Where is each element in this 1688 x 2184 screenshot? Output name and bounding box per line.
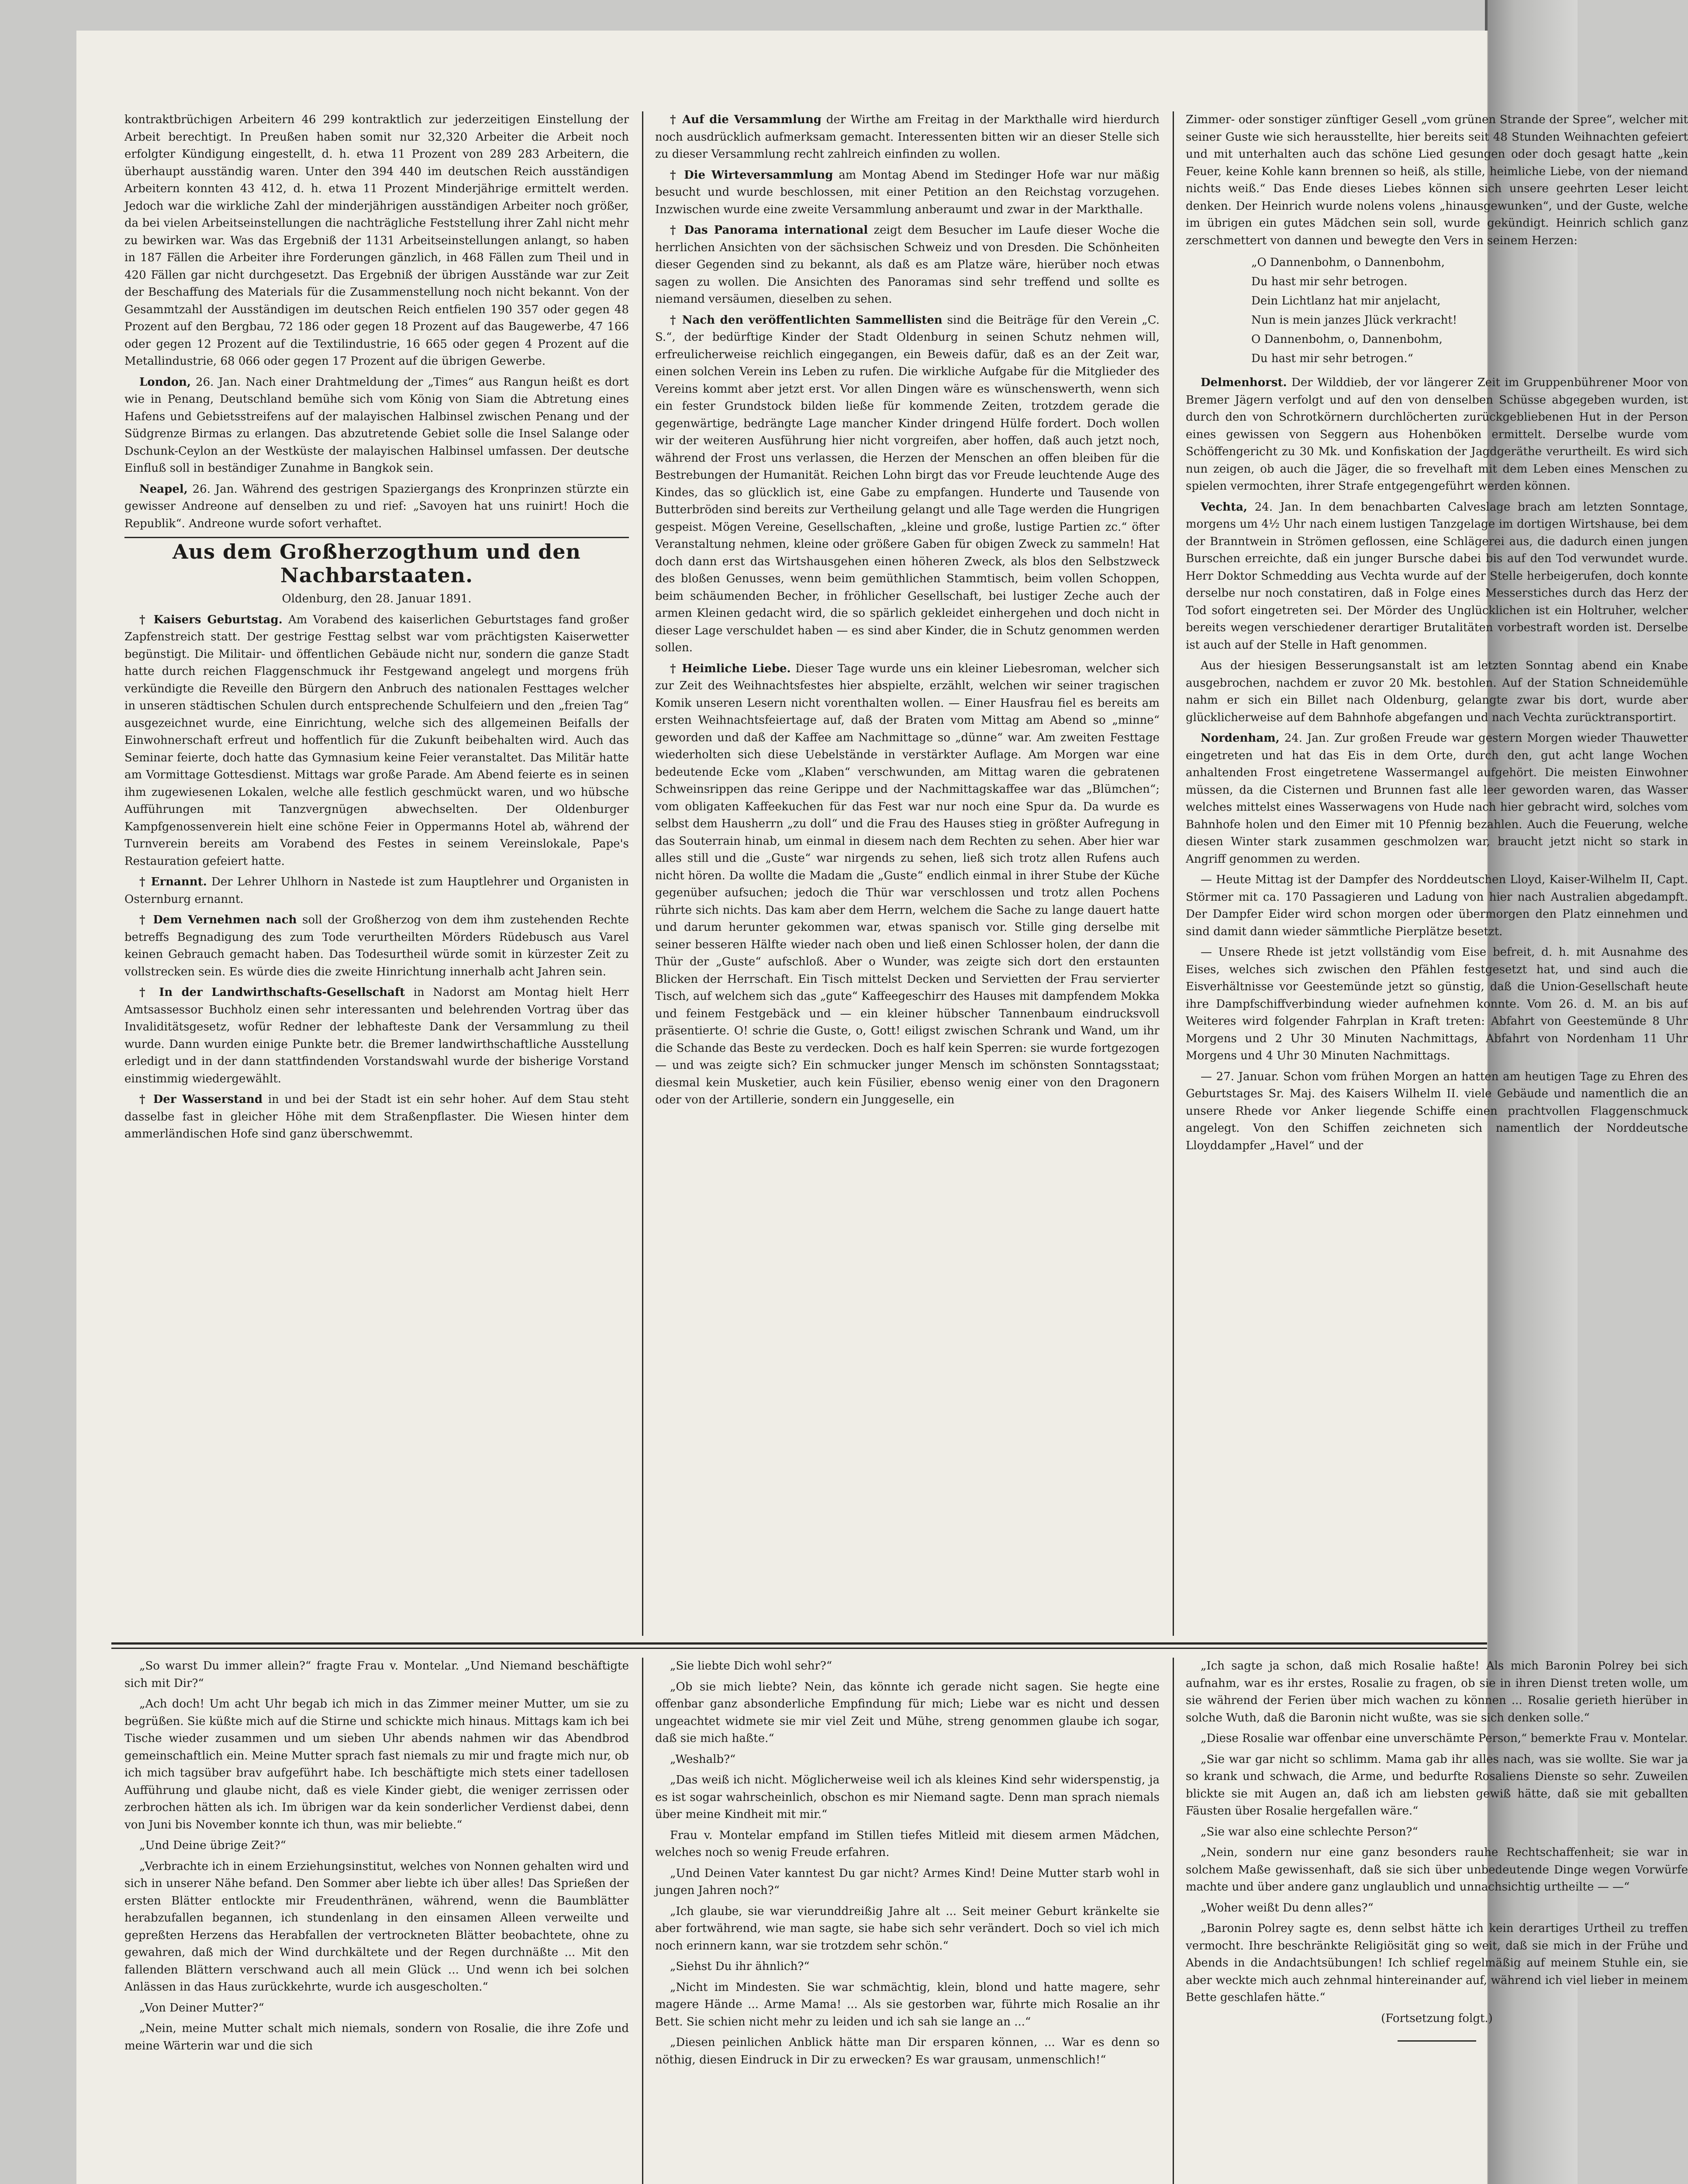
wasserstand-heading: † Der Wasserstand [139, 1093, 263, 1106]
dialogue-paragraph: „Ach doch! Um acht Uhr begab ich mich in das Zimmer meiner Mutter, um sie zu begrüßen. Sie küßte mich auf die Stirne und schickte mich hinaus. Mittags kam ich bei Tische wieder zusammen und um sieben Uhr abends nahmen wir das Abendbrod gemeinschaftlich ein. Meine Mutter sprach fast niemals zu mir und fragte mich nur, ob ich mich tagsüber brav aufgeführt habe. Ich beschäftigte mich stets einer tadellosen Aufführung und glaube nicht, daß es viele Kinder giebt, die weniger zerrissen oder zerbrochen hätten als ich. Im übrigen war da kein sonderlicher Verdienst dabei, denn von Juni bis November konnte ich thun, was mir beliebte.“ [124, 1697, 629, 1832]
feuilleton-divider-thin [111, 1648, 1487, 1649]
dialogue-paragraph: „Von Deiner Mutter?“ [139, 2001, 264, 2015]
rhede-article [1186, 944, 1688, 1065]
dampfer-article [1186, 871, 1688, 940]
poem-line: Nun is mein janzes Jlück verkracht! [1251, 314, 1457, 327]
nordenham-article [1186, 730, 1688, 868]
heimliche-liebe-continued: Zimmer- oder sonstiger zünftiger Gesell „vom grünen Strande der Spree“, welcher mit seiner Guste wie sich herausstellte, hier bereits seit 48 Stunden Weihnachten gefeiert und mit unterhalten auch das schöne Lied gesungen oder doch gesagt hatte „kein Feuer, keine Kohle kann brennen so heiß, als stille, heimliche Liebe, von der niemand nichts weiß.“ Das Ende dieses Liebes können sich unsere geehrten Leser leicht denken. Der Heinrich wurde nolens volens „hinausgewunken“, und der Guste, welche im übrigen ein gutes Mädchen sein soll, wurde gekündigt. Heinrich schlich ganz zerschmettert von dannen und bewegte den Vers in seinem Herzen: [1186, 113, 1688, 247]
versammlung-heading: † Auf die Versammlung [670, 113, 822, 126]
column-rule-1 [642, 111, 643, 1636]
dialogue-paragraph: „Ich sagte ja schon, daß mich Rosalie haßte! Als mich Baronin Polrey bei sich aufnahm, war es ihr erstes, Rosalie zu fragen, ob sie in ihren Dienst treten wolle, um sie während der Ferien über mich wachen zu können ... Rosalie gerieth hierüber in solche Wuth, daß die Baronin nicht wußte, was sie sich denken solle.“ [1186, 1659, 1688, 1724]
top-column-3 [1186, 111, 1688, 1640]
dialogue-paragraph: „Siehst Du ihr ähnlich?“ [670, 1960, 810, 1973]
newspaper-page [76, 31, 1688, 2184]
heimliche-liebe-heading: † Heimliche Liebe. [670, 662, 791, 675]
feuilleton-column-1 [124, 1658, 629, 2184]
dialogue-paragraph: „Diesen peinlichen Anblick hätte man Dir ersparen können, ... War es denn so nöthig, diesen Eindruck in Dir zu erwecken? Es war grausam, unmenschlich!“ [655, 2036, 1160, 2067]
section-dateline: Oldenburg, den 28. Januar 1891. [282, 592, 472, 605]
dialogue-paragraph: „Sie war gar nicht so schlimm. Mama gab ihr alles nach, was sie wollte. Sie war ja so krank und schwach, die Arme, und bedurfte Rosaliens Dienste so sehr. Zuweilen blickte sie mit Augen an, daß ich am liebsten gewiß hätte, daß sie mit geballten Fäusten über Rosalie hergefallen wäre.“ [1186, 1752, 1688, 1818]
tannenbaum-poem [1186, 253, 1688, 368]
versammlung-text: der Wirthe am Freitag in der Markthalle wird hierdurch noch ausdrücklich aufmerksam gemacht. Interessenten bitten wir an dieser Stelle sich zu dieser Versammlung recht zahlreich einfinden zu wollen. [655, 113, 1160, 161]
strike-statistics-article: kontraktbrüchigen Arbeitern 46 299 kontraktlich zur jederzeitigen Einstellung der Arbeit berechtigt. In Preußen haben somit nur 32,320 Arbeiter die Arbeit noch erfolgter Kündigung eingestellt, d. h. etwa 11 Prozent von 289 283 Arbeitern, die überhaupt ausständig waren. Unter den 394 440 im deutschen Reich ausständigen Arbeitern konnten 43 412, d. h. etwa 11 Prozent Minderjährige ermittelt werden. Jedoch war die wirkliche Zahl der minderjährigen ausständigen Arbeiter noch größer, da bei vielen Arbeitseinstellungen die nachträgliche Feststellung ihrer Zahl nicht mehr zu bewirken war. Was das Ergebniß der 1131 Arbeitseinstellungen anlangt, so haben in 187 Fällen die Arbeiter ihre Forderungen gänzlich, in 468 Fällen zum Theil und in 420 Fällen gar nicht durchgesetzt. Das Ergebniß der übrigen Ausstände war zur Zeit der Beschaffung des Materials für die Zusammenstellung noch nicht bekannt. Von der Gesammtzahl der Ausständigen im deutschen Reich entfielen 190 357 oder gegen 48 Prozent auf den Bergbau, 72 186 oder gegen 18 Prozent auf das Baugewerbe, 47 166 oder gegen 12 Prozent auf die Textilindustrie, 16 665 oder gegen 4 Prozent auf die Metallindustrie, 68 066 oder gegen 17 Prozent auf die übrigen Gewerbe. [124, 113, 629, 368]
dialogue-paragraph: „Nein, sondern nur eine ganz besonders rauhe Rechtschaffenheit; sie war in solchem Maße gewissenhaft, daß sie sich über unbedeutende Dinge wegen Vorwürfe machte und über andere ganz unglaublich und unnachsichtig urtheilte — —“ [1186, 1846, 1688, 1894]
landwirtschaft-article [124, 984, 629, 1088]
heimliche-liebe-article [655, 660, 1160, 1109]
vechta-text: 24. Jan. In dem benachbarten Calveslage brach am letzten Sonntage, morgens um 4½ Uhr nach einem lustigen Tanzgelage im dortigen Wirtshause, bei dem der Branntwein in Strömen geflossen, eine Schlägerei aus, die dadurch einen jungen Burschen erreichte, daß ein junger Bursche dabei bis auf den Tod verwundet wurde. Herr Doktor Schmedding aus Vechta wurde auf der Stelle herbeigerufen, doch konnte derselbe nur noch constatiren, daß in Folge eines Messerstiches durch das Herz der Tod sofort eingetreten sei. Der Mörder des Unglücklichen ist ein Holtruher, welcher bereits wegen verschiedener derartiger Brutalitäten vorbestraft worden ist. Derselbe ist auch auf der Stelle in Haft genommen. [1186, 500, 1688, 652]
ernannt-text: Der Lehrer Uhlhorn in Nastede ist zum Hauptlehrer und Organisten in Osternburg ernannt. [124, 875, 629, 906]
kaiser-geburtstag-article [124, 612, 629, 871]
feuilleton-column-3 [1186, 1658, 1688, 2184]
wirteversammlung-article [655, 167, 1160, 219]
dialogue-paragraph: Frau v. Montelar empfand im Stillen tiefes Mitleid mit diesem armen Mädchen, welches noch so wenig Freude erfahren. [655, 1828, 1160, 1859]
continued-notice: (Fortsetzung folgt.) [1381, 2011, 1493, 2025]
poem-line: O Dannenbohm, o, Dannenbohm, [1251, 333, 1443, 346]
london-dateline: London, [139, 375, 191, 389]
dialogue-paragraph: „Weshalb?“ [670, 1752, 736, 1766]
delmenhorst-article [1186, 374, 1688, 495]
section-divider [124, 537, 629, 538]
besserungsanstalt-article [1186, 657, 1688, 726]
dialogue-paragraph: „Sie liebte Dich wohl sehr?“ [670, 1659, 832, 1673]
nordenham-text: 24. Jan. Zur großen Freude war gestern Morgen wieder Thauwetter eingetreten und hat das Eis in dem Orte, durch den, gut acht lange Wochen anhaltenden Frost eingetretene Wassermangel aufgehört. Die meisten Einwohner müssen, da die Cisternen und Brunnen fast alle leer geworden waren, das Wasser welches mittelst eines Wasserwagens von Hude nach hier gebracht wird, solches vom Bahnhofe holen und den Eimer mit 10 Pfennig bezahlen. Auch die Feuerung, welche diesen Winter stark zusammen geschmolzen war, braucht jetzt nicht so stark in Angriff genommen zu werden. [1186, 732, 1688, 866]
versammlung-article [655, 111, 1160, 163]
sammellisten-article [655, 312, 1160, 657]
sammellisten-text: sind die Beiträge für den Verein „C. S.“, der bedürftige Kinder der Stadt Oldenburg in seinen Schutz nehmen will, erfreulicherweise reichlich eingegangen, ein Beweis dafür, daß es an der Zeit war, einen solchen Verein ins Leben zu rufen. Die wirkliche Aufgabe für die Mitglieder des Vereins kommt aber jetzt erst. Vor allen Dingen wäre es wünschenswerth, wenn sich ein fester Grundstock bilden ließe für kommende Zeiten, trotzdem gerade die gegenwärtige, bedrängte Lage mancher Kinder dringend Hülfe fordert. Doch wollen wir der weiteren Ausführung hier nicht vorgreifen, aber hoffen, daß auch jetzt noch, während der Frost uns verlassen, die Herzen der Menschen an offen bleiben für die Bestrebungen der Humanität. Reichen Lohn birgt das vor Freude leuchtende Auge des Kindes, das so glücklich ist, eine Gabe zu empfangen. Hunderte und Tausende von Butterbröden sind bereits zur Vertheilung gelangt und alle Tage werden die Hungrigen gespeist. Mögen Vereine, Gesellschaften, „kleine und große, lustige Partien zc.“ öfter Veranstaltung nehmen, kleine oder größere Gaben für obigen Zweck zu sammeln! Hat doch dann erst das Wirtshausgehen einen höheren Zweck, als blos den Selbstzweck des bloßen Genusses, wenn beim gemüthlichen Stammtisch, beim vollen Schoppen, beim schäumenden Becher, in fröhlicher Gesellschaft, bei lustiger Zeche auch der armen Kleinen gedacht wird, die so spärlich gekleidet einhergehen und doch nicht in dieser Lage verschuldet haben — es sind aber Kinder, die in Schutz genommen werden sollen. [655, 313, 1160, 654]
neapel-text: 26. Jan. Während des gestrigen Spaziergangs des Kronprinzen stürzte ein gewisser Andreone auf denselben zu und rief: „Savoyen hat uns ruinirt! Hoch die Republik“. Andreone wurde sofort verhaftet. [124, 482, 629, 530]
kaiser-geburtstag-text: Am Vorabend des kaiserlichen Geburtstages fand großer Zapfenstreich statt. Der gestrige Festtag selbst war vom prächtigsten Kaiserwetter begünstigt. Die Militair- und öffentlichen Gebäude nicht nur, sondern die ganze Stadt hatte durch reichen Flaggenschmuck ihr Festgewand angelegt und morgens früh verkündigte die Reveille den Bürgern den Anbruch des nationalen Festtages welcher in unseren städtischen Schulen durch entsprechende Schulfeiern und den „freien Tag“ ausgezeichnet wurde, eine Einrichtung, welche sich des allgemeinen Beifalls der Einwohnerschaft erfreut und hoffentlich für die Zukunft beibehalten wird. Auch das Seminar feierte, doch hatte das Gymnasium keine Feier veranstaltet. Das Militär hatte am Vormittage Gottesdienst. Mittags war große Parade. Am Abend feierte es in seinen ihm zugewiesenen Lokalen, welche alle festlich geschmückt waren, und wo hübsche Aufführungen mit Tanzvergnügen abwechselten. Der Oldenburger Kampfgenossenverein hielt eine schöne Feier in Oppermanns Hotel ab, während der Turnverein bereits am Vorabend des Festes in seinem Vereinslokale, Pape's Restauration gefeiert hatte. [124, 613, 629, 868]
end-rule [1398, 2040, 1476, 2042]
besserungsanstalt-text: Aus der hiesigen Besserungsanstalt ist am letzten Sonntag abend ein Knabe ausgebrochen, nachdem er zuvor 20 Mk. bestohlen. Auf der Station Schneidemühle nahm er sich ein Billet nach Oldenburg, gelangte zwar bis dort, wurde aber glücklicherweise auf dem Bahnhofe abgefangen und nach Vechta zurücktransportirt. [1186, 659, 1688, 724]
london-text: 26. Jan. Nach einer Drahtmeldung der „Times“ aus Rangun heißt es dort wie in Penang, Deutschland bemühe sich vom König von Siam die Abtretung eines Hafens und Gebietsstreifens auf der malayischen Halbinsel zwischen Penang und der Südgrenze Birmas zu erlangen. Das abzutretende Gebiet solle die Insel Salange oder Dschunk-Ceylon an der Westküste der malayischen Halbinsel umfassen. Der deutsche Einfluß soll in beständiger Zunahme in Bangkok sein. [124, 375, 629, 475]
feuilleton-rule-1 [642, 1658, 643, 2184]
vechta-article [1186, 499, 1688, 654]
feuilleton-rule-2 [1173, 1658, 1174, 2184]
dialogue-paragraph: „Verbrachte ich in einem Erziehungsinstitut, welches von Nonnen gehalten wird und sich in unserer Nähe befand. Den Sommer aber liebte ich über alles! Das Sprießen der ersten Blätter entlockte mir Freudenthränen, während, wenn die Baumblätter herabzufallen begannen, ich stundenlang in den einsamen Alleen verweilte und gepreßten Herzens das Herabfallen der vertrockneten Blätter beobachtete, ohne zu gewahren, daß mich der Wind durchkältete und der Regen durchnäßte ... Mit den fallenden Blättern verschwand auch all mein Glück ... Und wenn ich bei solchen Anlässen in das Haus zurückkehrte, wurde ich ausgescholten.“ [124, 1859, 629, 1994]
wirteversammlung-text: am Montag Abend im Stedinger Hofe war nur mäßig besucht und wurde beschlossen, mit einer Petition an den Reichstag vorzugehen. Inzwischen wurde eine zweite Versammlung anberaumt und zwar in der Markthalle. [655, 168, 1160, 216]
kaisertag-nordenham-text: — 27. Januar. Schon vom frühen Morgen an hatten am heutigen Tage zu Ehren des Geburtstages Sr. Maj. des Kaisers Wilhelm II. viele Gebäude und namentlich die an unsere Rhede vor Anker liegende Schiffe einen prachtvollen Flaggenschmuck angelegt. Von den Schiffen zeichneten sich namentlich der Norddeutsche Lloyddampfer „Havel“ und der [1186, 1070, 1688, 1152]
dialogue-paragraph: „Und Deinen Vater kanntest Du gar nicht? Armes Kind! Deine Mutter starb wohl in jungen Jahren noch?“ [655, 1866, 1160, 1897]
feuilleton-column-2 [655, 1658, 1160, 2184]
kaiser-geburtstag-heading: † Kaisers Geburtstag. [139, 613, 283, 626]
ernannt-heading: † Ernannt. [139, 875, 207, 888]
kaisertag-nordenham-article [1186, 1068, 1688, 1155]
rhede-text: — Unsere Rhede ist jetzt vollständig vom Eise befreit, d. h. mit Ausnahme des Eises, welches sich zwischen den Pfählen festgesetzt hat, und sind auch die Eisverhältnisse vor Geestemünde jetzt so günstig, daß die Union-Gesellschaft heute ihre Dampfschiffverbindung wieder aufnehmen konnte. Vom 26. d. M. an bis auf Weiteres wird folgender Fahrplan in Kraft treten: Abfahrt von Geestemünde 8 Uhr Morgens und 2 Uhr 30 Minuten Nachmittags, Abfahrt von Nordenham 11 Uhr Morgens und 4 Uhr 30 Minuten Nachmittags. [1186, 946, 1688, 1062]
wasserstand-text: in und bei der Stadt ist ein sehr hoher. Auf dem Stau steht dasselbe fast in gleicher Höhe mit dem Straßenpflaster. Die Wiesen hinter dem ammerländischen Hofe sind ganz überschwemmt. [124, 1093, 629, 1140]
dialogue-paragraph: „Das weiß ich nicht. Möglicherweise weil ich als kleines Kind sehr widerspenstig, ja es ist sogar wahrscheinlich, obschon es mir Niemand sagte. Denn man sprach niemals über meine Kindheit mit mir.“ [655, 1773, 1160, 1821]
panorama-article [655, 222, 1160, 308]
poem-line: Dein Lichtlanz hat mir anjelacht, [1251, 294, 1441, 308]
vernehmen-heading: † Dem Vernehmen nach [139, 913, 297, 926]
landwirtschaft-heading: † In der Landwirthschafts-Gesellschaft [139, 986, 405, 999]
nordenham-heading: Nordenham, [1201, 732, 1280, 745]
dialogue-paragraph: „Nicht im Mindesten. Sie war schmächtig, klein, blond und hatte magere, sehr magere Hände ... Arme Mama! ... Als sie gestorben war, führte mich Rosalie an ihr Bett. Sie schien nicht mehr zu leiden und ich sah sie lange an ...“ [655, 1980, 1160, 2028]
ernannt-article [124, 874, 629, 908]
dialogue-paragraph: „Woher weißt Du denn alles?“ [1201, 1901, 1374, 1914]
sammellisten-heading: † Nach den veröffentlichten Sammellisten [670, 313, 942, 327]
delmenhorst-heading: Delmenhorst. [1201, 376, 1287, 389]
dialogue-paragraph: „Diese Rosalie war offenbar eine unverschämte Person,“ bemerkte Frau v. Montelar. [1201, 1732, 1688, 1745]
neapel-dateline: Neapel, [139, 482, 188, 496]
feuilleton-divider [111, 1642, 1487, 1645]
vernehmen-text: soll der Großherzog von dem ihm zustehenden Rechte betreffs Begnadigung des zum Tode verurtheilten Mörders Rüdebusch aus Varel keinen Gebrauch gemacht haben. Das Todesurtheil würde somit in kürzester Zeit zu vollstrecken sein. Es würde dies die zweite Hinrichtung innerhalb acht Jahren sein. [124, 913, 629, 978]
dampfer-text: — Heute Mittag ist der Dampfer des Norddeutschen Lloyd, Kaiser-Wilhelm II, Capt. Störmer mit ca. 170 Passagieren und Ladung von hier nach Australien abgedampft. Der Dampfer Eider wird schon morgen oder übermorgen den Platz einnehmen und sind damit dann wieder sämmtliche Pierplätze besetzt. [1186, 873, 1688, 938]
wirteversammlung-heading: † Die Wirteversammlung [670, 168, 833, 182]
neapel-report [124, 481, 629, 533]
section-title: Aus dem Großherzogthum und den Nachbarstaaten. [173, 540, 581, 587]
panorama-text: zeigt dem Besucher im Laufe dieser Woche die herrlichen Ansichten von der sächsischen Schweiz und von Dresden. Die Schönheiten dieser Gegenden sind zu bekannt, als daß es am Platze wäre, hierüber noch etwas sagen zu wollen. Die Ansichten des Panoramas sind sehr treffend und sollte es niemand versäumen, dieselben zu sehen. [655, 224, 1160, 306]
dialogue-paragraph: „Baronin Polrey sagte es, denn selbst hätte ich kein derartiges Urtheil zu treffen vermocht. Ihre beschränkte Religiösität ging so weit, daß sie mich in der Frühe und Abends in die Andachtsübungen! Ich schlief regelmäßig auf meinem Stuhle ein, sie aber weckte mich auch zehnmal hintereinander auf, während ich viel lieber in meinem Bette geschlafen hätte.“ [1186, 1922, 1688, 2004]
london-report [124, 374, 629, 477]
heimliche-liebe-text: Dieser Tage wurde uns ein kleiner Liebesroman, welcher sich zur Zeit des Weihnachtsfestes hier abspielte, erzählt, welchen wir seiner tragischen Komik unseren Lesern nicht vorenthalten wollen. — Einer Hausfrau fiel es bereits am ersten Weihnachtsfeiertage auf, daß der Braten vom Mittag am Abend so „minne“ geworden und daß der Kaffee am Nachmittage so „dünne“ war. Am zweiten Festtage wiederholten sich diese Uebelstände in verstärkter Auflage. Am Morgen war eine bedeutende Ecke vom „Klaben“ verschwunden, am Mittag waren die gebratenen Schweinsrippen das reine Gerippe und der Nachmittagskaffee war das „Blümchen“; vom obligaten Kaffeekuchen für das Fest war nur noch eine Spur da. Da wurde es selbst dem Hausherrn „zu doll“ und die Frau des Hauses stieg in größter Aufregung in das Souterrain hinab, um einmal in diesem nach dem Rechten zu sehen. Aber hier war alles still und die „Guste“ war nirgends zu sehen, ließ sich trotz allen Rufens auch nicht hören. Da wollte die Madam die „Guste“ endlich einmal in ihrer Stube der Küche gegenüber aufsuchen; jedoch die Thür war verschlossen und trotz allen Pochens rührte sich nichts. Das kam aber dem Herrn, welchem die Sache zu lange dauert hatte und darum herunter gekommen war, etwas spanisch vor. Stille ging derselbe mit seiner besseren Hälfte wieder nach oben und ließ einen Schlosser holen, der dann die Thür der „Guste“ aufschloß. Aber o Wunder, was zeigte sich dort den erstaunten Blicken der Herrschaft. Ein Tisch mittelst Decken und Servietten der Frau servierter Tisch, auf welchem sich das „gute“ Kaffeegeschirr des Hauses mit dampfendem Mokka und feinem Festgebäck und — ein kleiner hübscher Tannenbaum eindrucksvoll präsentierte. O! schrie die Guste, o, Gott! eiligst zwischen Schrank und Wand, um ihr die Schande das Beste zu verdecken. Doch es half kein Sperren: sie wurde fortgezogen — und was zeigte sich? Ein schmucker junger Mensch im schönsten Sonntagsstaat; diesmal kein Musketier, auch kein Füsilier, ebenso wenig einer von den Dragonern oder von der Artillerie, sondern ein Junggeselle, ein [655, 662, 1160, 1106]
landwirtschaft-text: in Nadorst am Montag hielt Herr Amtsassessor Buchholz einen sehr interessanten und belehrenden Vortrag über das Invaliditätsgesetz, wofür Redner der lebhafteste Dank der Versammlung zu theil wurde. Dann wurden einige Punkte betr. die Bremer landwirthschaftliche Ausstellung erledigt und in der dann stattfindenden Vorstandswahl wurde der bisherige Vorstand einstimmig wiedergewählt. [124, 986, 629, 1085]
poem-line: Du hast mir sehr betrogen. [1251, 275, 1408, 288]
panorama-heading: † Das Panorama international [670, 224, 868, 237]
top-column-1 [124, 111, 629, 1640]
poem-line: „O Dannenbohm, o Dannenbohm, [1251, 256, 1445, 269]
wasserstand-article [124, 1091, 629, 1143]
poem-line: Du hast mir sehr betrogen.“ [1251, 352, 1413, 365]
dialogue-paragraph: „Ich glaube, sie war vierunddreißig Jahre alt ... Seit meiner Geburt kränkelte sie aber fortwährend, wie man sagte, sie habe sich sehr verändert. Doch so viel ich mich noch erinnern kann, war sie trotzdem sehr schön.“ [655, 1904, 1160, 1952]
dialogue-paragraph: „Und Deine übrige Zeit?“ [139, 1839, 286, 1852]
delmenhorst-text: Der Wilddieb, der vor längerer Zeit im Gruppenbührener Moor von Bremer Jägern verfolgt und auf den von denselben Schüsse abgegeben wurden, ist durch den von Schrotkörnern durchlöcherten zurückgebliebenen Hut in der Person eines gewissen von Seggern aus Hohenböken ermittelt. Derselbe wurde vom Schöffengericht zu 30 Mk. und Konfiskation der Jagdgeräthe verurtheilt. Es wird sich nun zeigen, ob auch die Jäger, die so frevelhaft mit dem Leben eines Menschen zu spielen vermochten, ihrer Strafe entgegengeführt werden können. [1186, 376, 1688, 493]
dialogue-paragraph: „Sie war also eine schlechte Person?“ [1201, 1825, 1418, 1838]
dialogue-paragraph: „Ob sie mich liebte? Nein, das könnte ich gerade nicht sagen. Sie hegte eine offenbar ganz absonderliche Empfindung für mich; Liebe war es nicht und dessen ungeachtet widmete sie mir viel Zeit und Mühe, streng genommen glaube ich sogar, daß sie mich haßte.“ [655, 1680, 1160, 1745]
dialogue-paragraph: „So warst Du immer allein?“ fragte Frau v. Montelar. „Und Niemand beschäftigte sich mit Dir?“ [124, 1659, 629, 1690]
column-rule-2 [1173, 111, 1174, 1636]
vernehmen-article [124, 912, 629, 981]
vechta-heading: Vechta, [1201, 500, 1247, 514]
top-column-2 [655, 111, 1160, 1640]
dialogue-paragraph: „Nein, meine Mutter schalt mich niemals, sondern von Rosalie, die ihre Zofe und meine Wärterin war und die sich [124, 2022, 629, 2053]
